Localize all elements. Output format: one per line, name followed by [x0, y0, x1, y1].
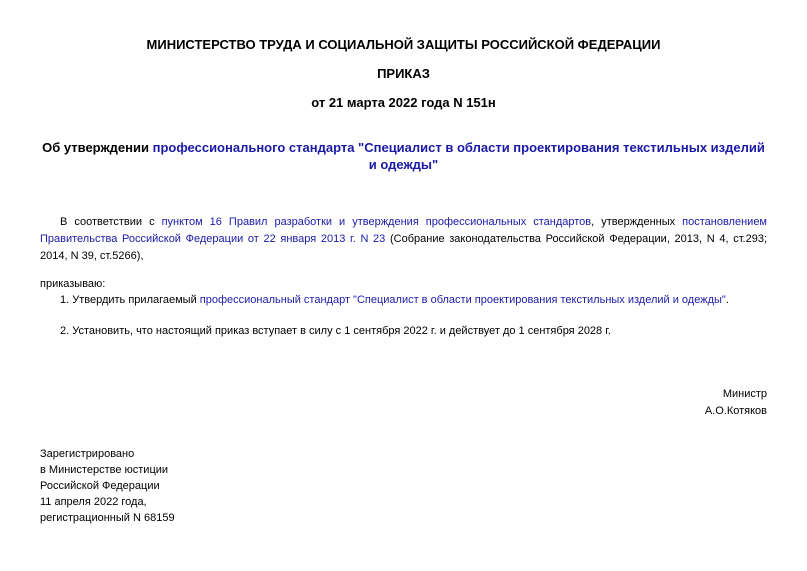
item1-prefix: 1. Утвердить прилагаемый: [60, 294, 200, 306]
registration-line-3: Российской Федерации: [40, 480, 160, 492]
title-prefix: Об утверждении: [42, 140, 153, 155]
title-standard-link[interactable]: профессионального стандарта "Специалист в области проектирования текстильных изделий и одежды": [152, 140, 765, 172]
document-title: [40, 139, 767, 173]
preamble-paragraph: [40, 214, 767, 265]
item1-suffix: .: [725, 294, 729, 306]
registration-line-5: регистрационный N 68159: [40, 512, 175, 524]
registration-line-2: в Министерстве юстиции: [40, 464, 169, 476]
rules-link[interactable]: пунктом 16 Правил разработки и утверждения профессиональных стандартов: [161, 216, 592, 228]
document-type: ПРИКАЗ: [377, 66, 430, 81]
ministry-heading: МИНИСТЕРСТВО ТРУДА И СОЦИАЛЬНОЙ ЗАЩИТЫ РОССИЙСКОЙ ФЕДЕРАЦИИ: [146, 37, 661, 52]
order-item-1: [40, 292, 767, 309]
registration-line-4: 11 апреля 2022 года,: [40, 496, 147, 508]
professional-standard-link[interactable]: профессиональный стандарт "Специалист в области проектирования текстильных изделий и одежды": [199, 294, 726, 306]
government-decree-link[interactable]: постановлением Правительства Российской Федерации от 22 января 2013 г. N 23: [40, 216, 767, 245]
preamble-part1: В соответствии с: [60, 216, 162, 228]
order-item-2: 2. Установить, что настоящий приказ вступает в силу с 1 сентября 2022 г. и действует до 1 сентября 2028 г.: [60, 325, 611, 337]
signature-block: [567, 386, 767, 420]
signatory-name: А.О.Котяков: [704, 405, 767, 417]
preamble-part3: (Собрание законодательства Российской Федерации, 2013, N 4, ст.293; 2014, N 39, ст.5266),: [40, 233, 768, 262]
registration-block: [40, 446, 340, 526]
document-date-number: от 21 марта 2022 года N 151н: [311, 95, 496, 110]
order-word: приказываю:: [40, 278, 106, 290]
signatory-position: Министр: [722, 388, 767, 400]
registration-line-1: Зарегистрировано: [40, 448, 135, 460]
preamble-part2: , утвержденных: [591, 216, 683, 228]
